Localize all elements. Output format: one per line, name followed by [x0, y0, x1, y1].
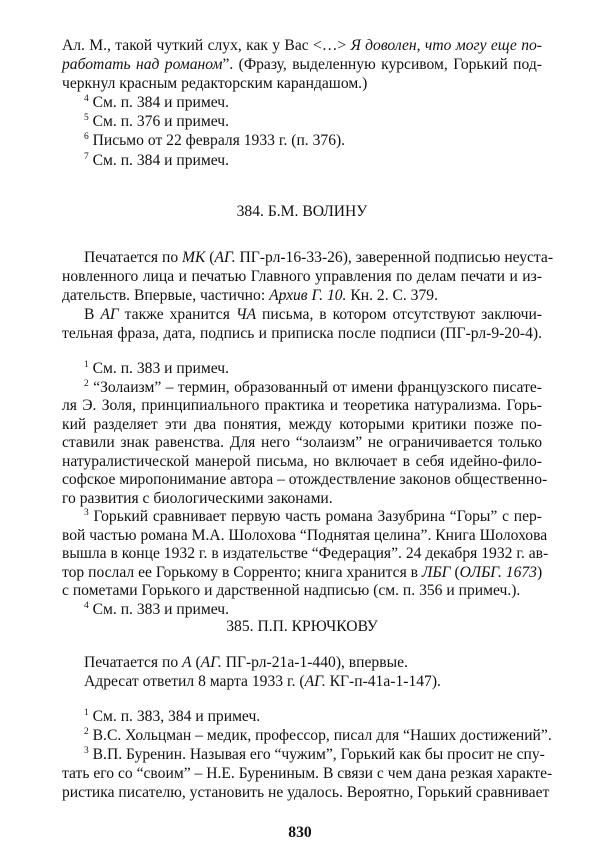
- footnote-marker: 2: [84, 378, 89, 389]
- text-run: ”. (Фразу, выделенную курсивом, Горький под-: [222, 56, 542, 74]
- italic-text: МК: [182, 249, 206, 266]
- footnote-marker: 5: [84, 113, 89, 124]
- text-line: [62, 305, 542, 324]
- footnote-marker: 2: [84, 727, 89, 738]
- text-run: КГ-п-41а-1-147).: [325, 673, 441, 691]
- text-line: [62, 707, 542, 726]
- page-number: 830: [288, 824, 312, 841]
- text-line: [62, 471, 548, 490]
- text-run: Письмо от 22 февраля 1933 г. (п. 376).: [88, 132, 346, 150]
- text-run: Кн. 2. С. 379.: [346, 287, 438, 305]
- text-run: тельная фраза, дата, подпись и приписка после подписи (ПГ-рл-9-20-4).: [62, 325, 542, 343]
- text-line: [62, 360, 542, 379]
- text-line: [62, 324, 542, 343]
- section-heading-385: 385. П.П. КРЮЧКОВУ: [226, 618, 378, 635]
- text-run: ля Э. Золя, принципиального практика и теоретика натурализма. Горь-: [62, 397, 542, 414]
- text-line: [62, 151, 542, 170]
- text-line: [62, 564, 542, 583]
- footnote-marker: 7: [84, 151, 89, 162]
- text-run: Ал. М., такой чуткий слух, как у Вас <…>: [62, 37, 351, 54]
- text-line: [62, 93, 542, 112]
- italic-text: работать над романом: [62, 56, 223, 74]
- text-run: Печатается по: [84, 249, 183, 266]
- text-run: (: [450, 563, 460, 581]
- text-run: Печатается по: [84, 654, 183, 671]
- text-run: Адресат ответил 8 марта 1933 г. (: [84, 673, 305, 691]
- text-run: (: [191, 654, 201, 671]
- text-run: ристика писателю, установить не удалось. Вероятно, Горький сравнивает: [62, 784, 550, 802]
- text-run: См. п. 383 и примеч.: [88, 600, 230, 618]
- text-line: [62, 453, 542, 472]
- text-run: с пометами Горького и дарственной надписью (см. п. 356 и примеч.).: [62, 582, 521, 599]
- text-line: [62, 286, 542, 305]
- text-run: тать его со “своим” – Н.Е. Бурениным. В связи с чем дана резкая характе-: [62, 765, 553, 783]
- text-run: также хранится: [118, 306, 236, 324]
- italic-text: АГ.: [200, 654, 222, 671]
- text-line: [62, 36, 542, 55]
- text-run: го развития с биологическими законами.: [62, 489, 333, 507]
- text-run: натуралистической манерой письма, но включает в себя идейно-фило-: [62, 452, 542, 470]
- notes-385: [62, 707, 553, 802]
- italic-text: ОЛБГ. 1673: [459, 563, 537, 581]
- text-line: [62, 672, 542, 691]
- text-run: См. п. 384 и примеч.: [88, 94, 230, 112]
- italic-text: Я доволен, что могу еще по-: [350, 37, 542, 54]
- text-run: тор послал ее Горькому в Сорренто; книга хранится в: [62, 563, 422, 581]
- text-line: [62, 416, 542, 435]
- text-line: [62, 526, 548, 546]
- footnote-marker: 4: [84, 94, 89, 105]
- text-run: См. п. 383, 384 и примеч.: [88, 708, 261, 725]
- footnote-marker: 4: [84, 600, 89, 611]
- continued-notes: [62, 36, 542, 170]
- text-run: Горький сравнивает первую часть романа Зазубрина “Горы” с пер-: [88, 508, 542, 525]
- text-run: письма, в котором отсутствуют заключи-: [256, 306, 542, 324]
- italic-text: АГ.: [304, 673, 326, 691]
- text-run: софское миропонимание автора – отождествление законов общественно-: [62, 471, 548, 488]
- text-run: См. п. 383 и примеч.: [88, 360, 230, 377]
- footnote-marker: 6: [84, 132, 89, 143]
- text-line: [62, 582, 542, 601]
- text-line: [62, 653, 542, 672]
- text-run: вой частью романа М.А. Шолохова “Поднятая целина”. Книга Шолохова: [62, 526, 548, 544]
- commentary-384: [62, 248, 554, 343]
- section-heading-384: 384. Б.М. ВОЛИНУ: [236, 203, 368, 220]
- text-line: [62, 783, 550, 802]
- text-line: [62, 112, 542, 131]
- text-run: вышла в конце 1932 г. в издательстве “Федерация”. 24 декабря 1932 г. ав-: [62, 545, 549, 562]
- italic-text: Архив Г. 10.: [269, 287, 347, 305]
- text-line: [62, 726, 552, 745]
- text-run: кий разделяет эти два понятия, между которыми критики позже по-: [62, 415, 542, 433]
- text-run: ПГ-рл-16-33-26), заверенной подписью неуста-: [235, 249, 554, 266]
- text-line: [62, 745, 545, 764]
- text-line: [62, 131, 542, 150]
- text-run: ): [536, 563, 543, 581]
- text-line: [62, 397, 542, 416]
- italic-text: А: [182, 654, 192, 671]
- italic-text: АГ: [100, 306, 119, 324]
- text-run: ПГ-рл-21а-1-440), впервые.: [221, 654, 408, 671]
- italic-text: АГ.: [214, 249, 236, 266]
- text-run: См. п. 376 и примеч.: [88, 113, 230, 131]
- text-run: (: [205, 249, 215, 266]
- text-line: [62, 434, 542, 453]
- footnote-marker: 1: [84, 708, 89, 718]
- notes-384: [62, 360, 549, 619]
- footnote-marker: 3: [84, 746, 89, 757]
- italic-text: ЛБГ: [421, 563, 451, 581]
- text-run: В: [84, 306, 101, 324]
- text-line: [62, 508, 542, 527]
- text-line: [62, 764, 553, 783]
- text-run: черкнул красным редакторским карандашом.): [62, 75, 368, 93]
- text-run: В.П. Буренин. Называя его “чужим”, Горький как бы просит не спу-: [88, 746, 545, 764]
- text-line: [62, 248, 554, 267]
- italic-text: ЧА: [235, 306, 257, 324]
- text-line: [62, 55, 542, 74]
- text-line: [62, 379, 542, 398]
- footnote-marker: 3: [84, 508, 89, 518]
- text-line: [62, 490, 542, 509]
- text-run: дательств. Впервые, частично:: [62, 287, 270, 305]
- text-run: См. п. 384 и примеч.: [88, 151, 230, 169]
- text-run: В.С. Хольцман – медик, профессор, писал для “Наших достижений”.: [88, 727, 552, 745]
- text-line: [62, 267, 542, 286]
- commentary-385: [62, 653, 542, 691]
- text-line: [62, 74, 542, 93]
- footnote-marker: 1: [84, 360, 89, 370]
- text-run: новленного лица и печатью Главного управления по делам печати и из-: [62, 268, 542, 286]
- text-line: [62, 545, 549, 564]
- text-run: ставили знак равенства. Для него “золаизм” не ограничивается только: [62, 434, 542, 451]
- text-run: “Золаизм” – термин, образованный от имени французского писате-: [88, 378, 542, 396]
